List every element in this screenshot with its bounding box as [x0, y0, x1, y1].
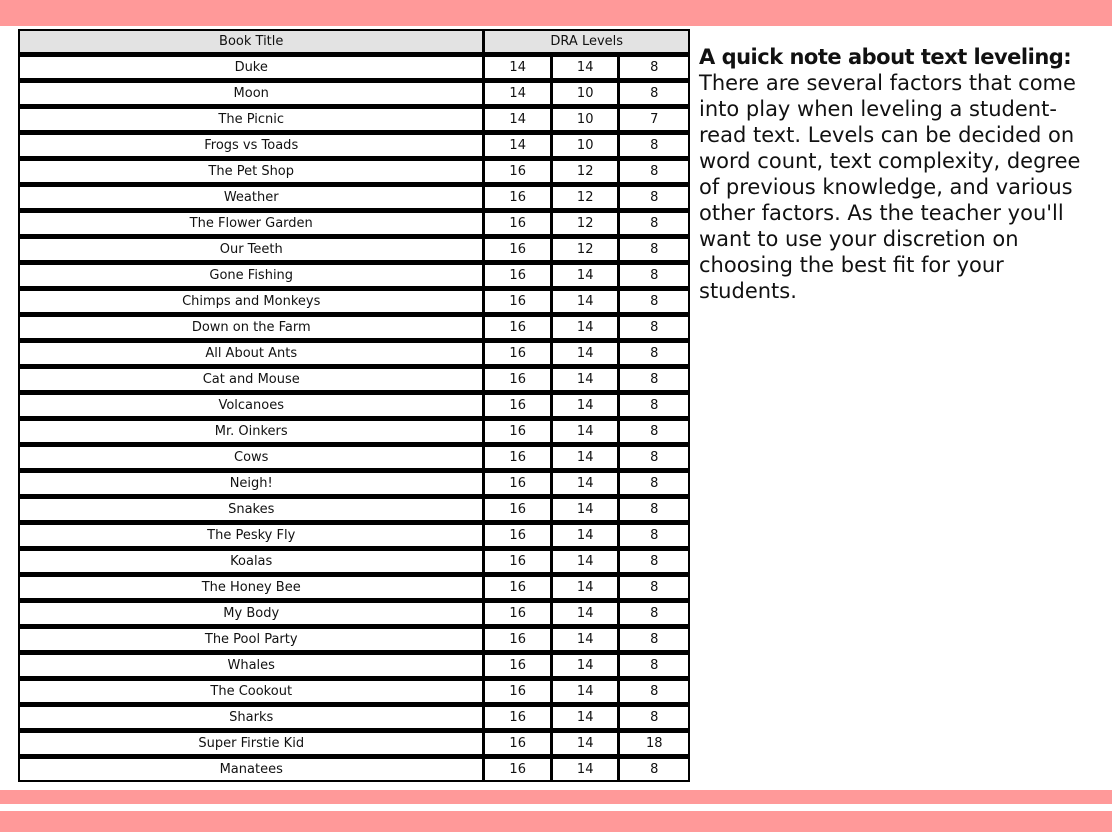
dra-level-cell: 10 [553, 109, 621, 135]
table-row [20, 473, 688, 499]
header-book-title: Book Title [20, 31, 485, 57]
dra-level-cell: 8 [620, 317, 688, 343]
bottom-accent-band-lower [0, 811, 1112, 832]
table-row [20, 447, 688, 473]
dra-level-cell: 8 [620, 291, 688, 317]
dra-level-cell: 16 [485, 499, 553, 525]
dra-level-cell: 8 [620, 447, 688, 473]
book-levels-table-container [18, 29, 690, 782]
book-title-cell: Koalas [20, 551, 485, 577]
dra-level-cell: 14 [553, 551, 621, 577]
book-title-cell: The Pesky Fly [20, 525, 485, 551]
dra-level-cell: 18 [620, 733, 688, 759]
dra-level-cell: 14 [553, 759, 621, 780]
table-row [20, 499, 688, 525]
book-title-cell: Super Firstie Kid [20, 733, 485, 759]
dra-level-cell: 14 [553, 707, 621, 733]
dra-level-cell: 8 [620, 135, 688, 161]
dra-level-cell: 16 [485, 343, 553, 369]
book-title-cell: All About Ants [20, 343, 485, 369]
book-title-cell: Mr. Oinkers [20, 421, 485, 447]
book-title-cell: The Cookout [20, 681, 485, 707]
table-row [20, 395, 688, 421]
dra-level-cell: 16 [485, 473, 553, 499]
dra-level-cell: 16 [485, 629, 553, 655]
table-row [20, 135, 688, 161]
dra-level-cell: 8 [620, 343, 688, 369]
book-title-cell: Sharks [20, 707, 485, 733]
table-row [20, 707, 688, 733]
dra-level-cell: 14 [553, 317, 621, 343]
dra-level-cell: 12 [553, 187, 621, 213]
dra-level-cell: 12 [553, 239, 621, 265]
dra-level-cell: 8 [620, 707, 688, 733]
table-row [20, 681, 688, 707]
dra-level-cell: 8 [620, 525, 688, 551]
book-title-cell: Down on the Farm [20, 317, 485, 343]
dra-level-cell: 14 [553, 603, 621, 629]
dra-level-cell: 8 [620, 369, 688, 395]
book-title-cell: Duke [20, 57, 485, 83]
dra-level-cell: 14 [485, 109, 553, 135]
dra-level-cell: 14 [553, 343, 621, 369]
dra-level-cell: 16 [485, 187, 553, 213]
dra-level-cell: 16 [485, 265, 553, 291]
book-title-cell: Weather [20, 187, 485, 213]
table-row [20, 109, 688, 135]
book-title-cell: Chimps and Monkeys [20, 291, 485, 317]
dra-level-cell: 16 [485, 707, 553, 733]
dra-level-cell: 10 [553, 83, 621, 109]
table-body [20, 57, 688, 780]
book-title-cell: My Body [20, 603, 485, 629]
dra-level-cell: 8 [620, 603, 688, 629]
dra-level-cell: 16 [485, 239, 553, 265]
dra-level-cell: 16 [485, 291, 553, 317]
dra-level-cell: 14 [553, 629, 621, 655]
book-title-cell: Our Teeth [20, 239, 485, 265]
dra-level-cell: 14 [553, 395, 621, 421]
dra-level-cell: 14 [553, 733, 621, 759]
table-row [20, 343, 688, 369]
dra-level-cell: 8 [620, 473, 688, 499]
table-row [20, 57, 688, 83]
book-title-cell: Snakes [20, 499, 485, 525]
dra-level-cell: 8 [620, 395, 688, 421]
dra-level-cell: 14 [553, 369, 621, 395]
dra-level-cell: 14 [553, 265, 621, 291]
dra-level-cell: 16 [485, 759, 553, 780]
dra-level-cell: 8 [620, 421, 688, 447]
dra-level-cell: 16 [485, 681, 553, 707]
table-row [20, 421, 688, 447]
dra-level-cell: 16 [485, 421, 553, 447]
dra-level-cell: 14 [553, 655, 621, 681]
dra-level-cell: 14 [485, 57, 553, 83]
dra-level-cell: 16 [485, 733, 553, 759]
dra-level-cell: 14 [553, 447, 621, 473]
dra-level-cell: 16 [485, 213, 553, 239]
dra-level-cell: 8 [620, 187, 688, 213]
book-levels-table [18, 29, 690, 782]
table-row [20, 187, 688, 213]
dra-level-cell: 8 [620, 759, 688, 780]
dra-level-cell: 7 [620, 109, 688, 135]
dra-level-cell: 8 [620, 57, 688, 83]
dra-level-cell: 8 [620, 629, 688, 655]
dra-level-cell: 14 [553, 421, 621, 447]
dra-level-cell: 14 [553, 525, 621, 551]
dra-level-cell: 16 [485, 655, 553, 681]
table-row [20, 213, 688, 239]
dra-level-cell: 16 [485, 551, 553, 577]
book-title-cell: Cat and Mouse [20, 369, 485, 395]
table-row [20, 525, 688, 551]
dra-level-cell: 14 [553, 291, 621, 317]
dra-level-cell: 14 [553, 473, 621, 499]
dra-level-cell: 8 [620, 239, 688, 265]
table-row [20, 265, 688, 291]
dra-level-cell: 8 [620, 265, 688, 291]
dra-level-cell: 14 [553, 577, 621, 603]
table-row [20, 551, 688, 577]
dra-level-cell: 16 [485, 603, 553, 629]
book-title-cell: Gone Fishing [20, 265, 485, 291]
table-row [20, 317, 688, 343]
table-row [20, 83, 688, 109]
dra-level-cell: 14 [485, 135, 553, 161]
top-accent-band [0, 0, 1112, 26]
table-row [20, 655, 688, 681]
dra-level-cell: 8 [620, 161, 688, 187]
table-row [20, 369, 688, 395]
book-title-cell: The Flower Garden [20, 213, 485, 239]
table-header-row [20, 31, 688, 57]
table-row [20, 603, 688, 629]
dra-level-cell: 12 [553, 161, 621, 187]
book-title-cell: Frogs vs Toads [20, 135, 485, 161]
dra-level-cell: 16 [485, 447, 553, 473]
dra-level-cell: 14 [485, 83, 553, 109]
book-title-cell: The Honey Bee [20, 577, 485, 603]
dra-level-cell: 8 [620, 577, 688, 603]
table-row [20, 291, 688, 317]
table-row [20, 577, 688, 603]
book-title-cell: Cows [20, 447, 485, 473]
book-title-cell: Manatees [20, 759, 485, 780]
dra-level-cell: 8 [620, 655, 688, 681]
header-dra-levels: DRA Levels [485, 31, 688, 57]
book-title-cell: The Pool Party [20, 629, 485, 655]
leveling-note [699, 44, 1099, 304]
dra-level-cell: 12 [553, 213, 621, 239]
table-row [20, 239, 688, 265]
bottom-accent-band [0, 790, 1112, 804]
book-title-cell: The Picnic [20, 109, 485, 135]
dra-level-cell: 16 [485, 369, 553, 395]
book-title-cell: The Pet Shop [20, 161, 485, 187]
note-body: There are several factors that come into play when leveling a student-read text. Levels can be decided on word count, text complexity, degree of previous knowledge, and various other factors. As the teacher you'll want to use your discretion on choosing the best fit for your students. [699, 71, 1081, 303]
dra-level-cell: 14 [553, 57, 621, 83]
dra-level-cell: 14 [553, 681, 621, 707]
table-row [20, 629, 688, 655]
dra-level-cell: 10 [553, 135, 621, 161]
book-title-cell: Whales [20, 655, 485, 681]
dra-level-cell: 8 [620, 681, 688, 707]
dra-level-cell: 16 [485, 395, 553, 421]
dra-level-cell: 14 [553, 499, 621, 525]
table-row [20, 161, 688, 187]
dra-level-cell: 8 [620, 83, 688, 109]
dra-level-cell: 8 [620, 499, 688, 525]
table-row [20, 733, 688, 759]
dra-level-cell: 8 [620, 551, 688, 577]
dra-level-cell: 16 [485, 317, 553, 343]
table-row [20, 759, 688, 780]
book-title-cell: Volcanoes [20, 395, 485, 421]
book-title-cell: Moon [20, 83, 485, 109]
dra-level-cell: 16 [485, 161, 553, 187]
dra-level-cell: 16 [485, 525, 553, 551]
dra-level-cell: 16 [485, 577, 553, 603]
book-title-cell: Neigh! [20, 473, 485, 499]
note-heading: A quick note about text leveling: [699, 45, 1072, 69]
dra-level-cell: 8 [620, 213, 688, 239]
